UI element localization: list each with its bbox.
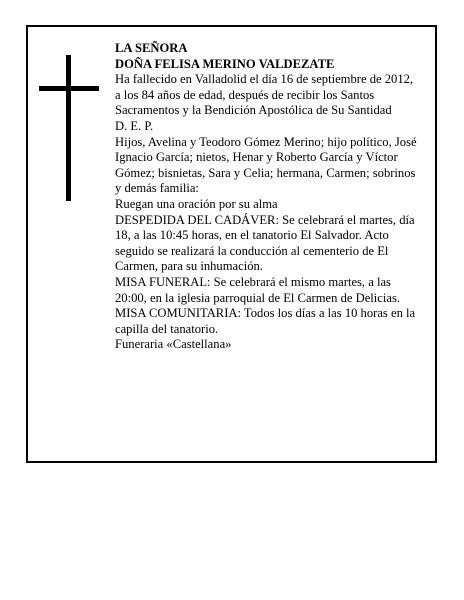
misa-comunitaria-info: MISA COMUNITARIA: Todos los días a las 10 horas en la capilla del tanatorio. xyxy=(115,306,416,336)
notice-text xyxy=(115,41,421,353)
obituary-notice xyxy=(26,25,437,463)
prayer-request: Ruegan una oración por su alma xyxy=(115,196,278,211)
deceased-name: DOÑA FELISA MERINO VALDEZATE xyxy=(115,56,335,71)
despedida-info: DESPEDIDA DEL CADÁVER: Se celebrará el martes, día 18, a las 10:45 horas, en el tanatorio El Salvador. Acto seguido se realizará la conducción al cementerio de El Carmen, para su inhumación. xyxy=(115,212,415,274)
cross-icon xyxy=(39,55,99,201)
notice-heading: LA SEÑORA xyxy=(115,41,188,55)
dep-line: D. E. P. xyxy=(115,118,154,133)
cross-horizontal-bar xyxy=(39,86,99,91)
misa-funeral-info: MISA FUNERAL: Se celebrará el mismo martes, a las 20:00, en la iglesia parroquial de El Carmen de Delicias. xyxy=(115,274,401,305)
death-info: Ha fallecido en Valladolid el día 16 de septiembre de 2012, a los 84 años de edad, después de recibir los Santos Sacramentos y la Bendición Apostólica de Su Santidad xyxy=(115,72,414,118)
family-list: Hijos, Avelina y Teodoro Gómez Merino; hijo político, José Ignacio García; nietos, Henar y Roberto García y Víctor Gómez; bisnietas, Sara y Celia; hermana, Carmen; sobrinos y demás familia: xyxy=(115,134,417,196)
cross-vertical-bar xyxy=(66,55,71,201)
funeraria-name: Funeraria «Castellana» xyxy=(115,337,232,352)
